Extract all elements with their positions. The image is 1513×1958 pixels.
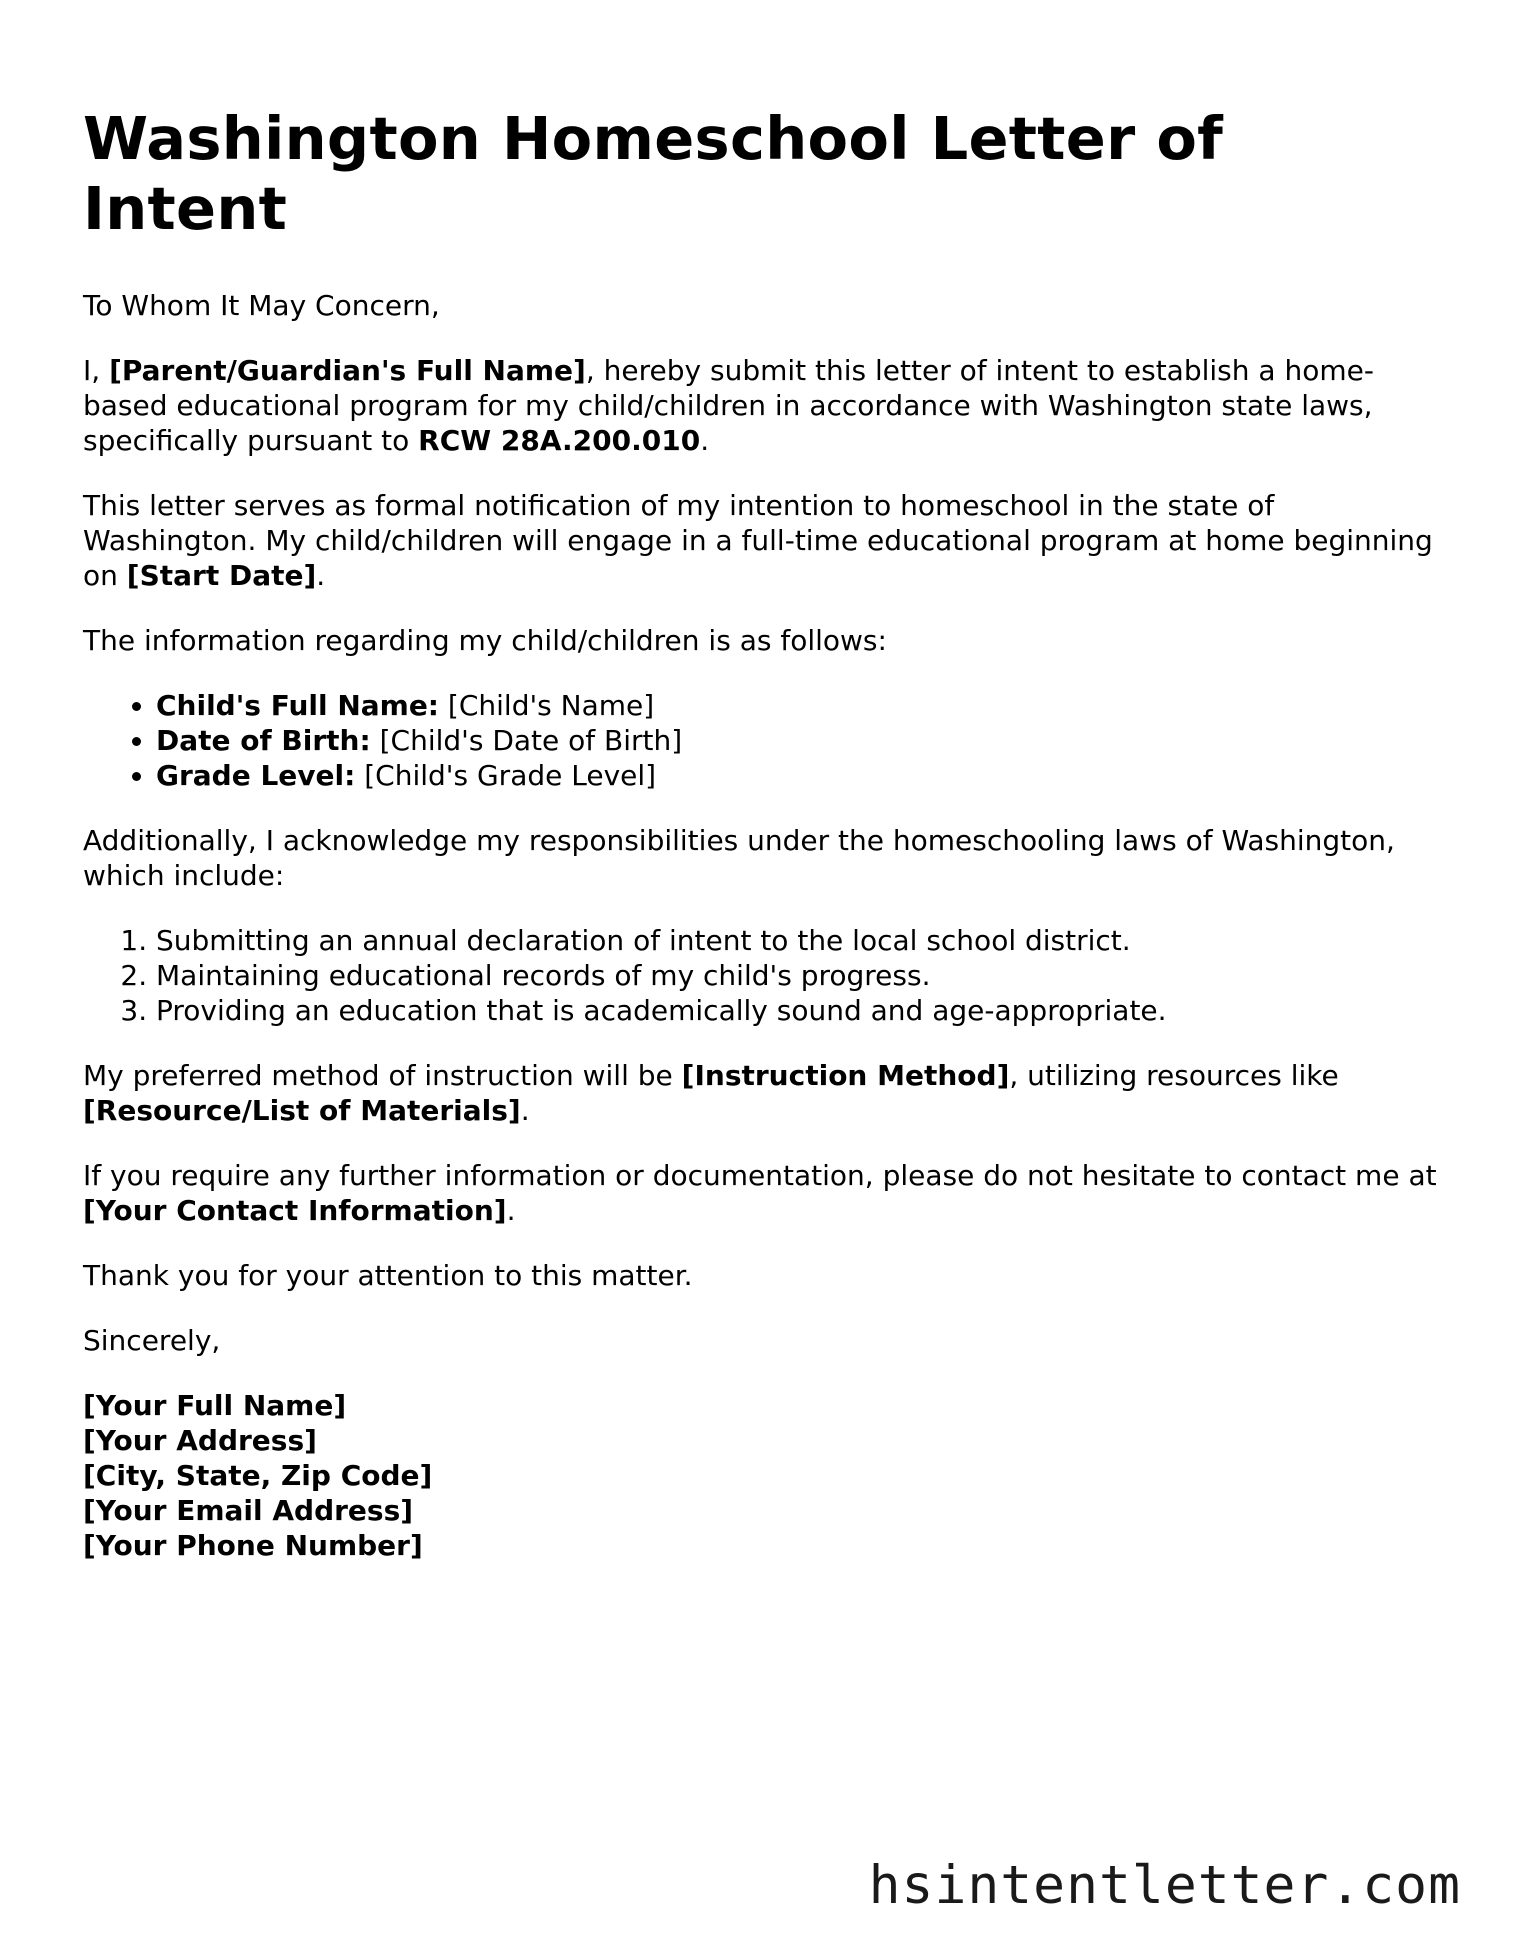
list-item [156, 723, 1443, 758]
signature-email: [Your Email Address] [83, 1494, 414, 1527]
responsibilities-list [83, 923, 1443, 1028]
contact-paragraph [83, 1158, 1443, 1228]
instruction-post: . [520, 1094, 530, 1127]
notification-paragraph [83, 488, 1443, 593]
list-item [156, 758, 1443, 793]
thanks-paragraph: Thank you for your attention to this matter. [83, 1259, 693, 1292]
notification-pre: This letter serves as formal notification of my intention to homeschool in the state of Washington. My child/children will engage in a full-time educational program at home beginning on [83, 489, 1433, 592]
list-item: 1. Submitting an annual declaration of intent to the local school district. [156, 923, 1443, 958]
letter-page [83, 104, 1443, 1563]
signature-phone: [Your Phone Number] [83, 1529, 423, 1562]
instruction-method-placeholder: [Instruction Method] [681, 1059, 1010, 1092]
intro-paragraph [83, 353, 1443, 458]
contact-post: . [506, 1194, 516, 1227]
responsibilities-intro: Additionally, I acknowledge my responsibilities under the homeschooling laws of Washington, which include: [83, 824, 1395, 892]
closing: Sincerely, [83, 1324, 221, 1357]
dob-value: [Child's Date of Birth] [370, 724, 683, 757]
child-name-label: Child's Full Name: [156, 689, 440, 722]
signature-full-name: [Your Full Name] [83, 1389, 347, 1422]
grade-label: Grade Level: [156, 759, 356, 792]
start-date-placeholder: [Start Date] [126, 559, 317, 592]
child-info-intro: The information regarding my child/children is as follows: [83, 624, 887, 657]
parent-name-placeholder: [Parent/Guardian's Full Name] [109, 354, 586, 387]
instruction-paragraph [83, 1058, 1443, 1128]
contact-pre: If you require any further information or documentation, please do not hesitate to contact me at [83, 1159, 1437, 1192]
intro-pre: I, [83, 354, 110, 387]
page-title: Washington Homeschool Letter of Intent [83, 104, 1224, 243]
intro-mid: , hereby submit this letter of intent to establish a home-based educational program for my child/children in accordance with Washington state laws, specifically pursuant to [83, 354, 1374, 457]
statute-reference: RCW 28A.200.010 [418, 424, 701, 457]
site-watermark: hsintentletter.com [868, 1855, 1461, 1916]
instruction-pre: My preferred method of instruction will be [83, 1059, 682, 1092]
resources-placeholder: [Resource/List of Materials] [83, 1094, 521, 1127]
list-item: 2. Maintaining educational records of my child's progress. [156, 958, 1443, 993]
instruction-mid: , utilizing resources like [1009, 1059, 1339, 1092]
intro-post: . [700, 424, 710, 457]
dob-label: Date of Birth: [156, 724, 371, 757]
contact-info-placeholder: [Your Contact Information] [83, 1194, 507, 1227]
list-item: 3. Providing an education that is academically sound and age-appropriate. [156, 993, 1443, 1028]
salutation: To Whom It May Concern, [83, 289, 440, 322]
list-item [156, 688, 1443, 723]
signature-block [83, 1388, 1443, 1563]
signature-address: [Your Address] [83, 1424, 317, 1457]
signature-city-state-zip: [City, State, Zip Code] [83, 1459, 433, 1492]
notification-post: . [316, 559, 326, 592]
grade-value: [Child's Grade Level] [355, 759, 657, 792]
child-info-list [83, 688, 1443, 793]
child-name-value: [Child's Name] [439, 689, 655, 722]
